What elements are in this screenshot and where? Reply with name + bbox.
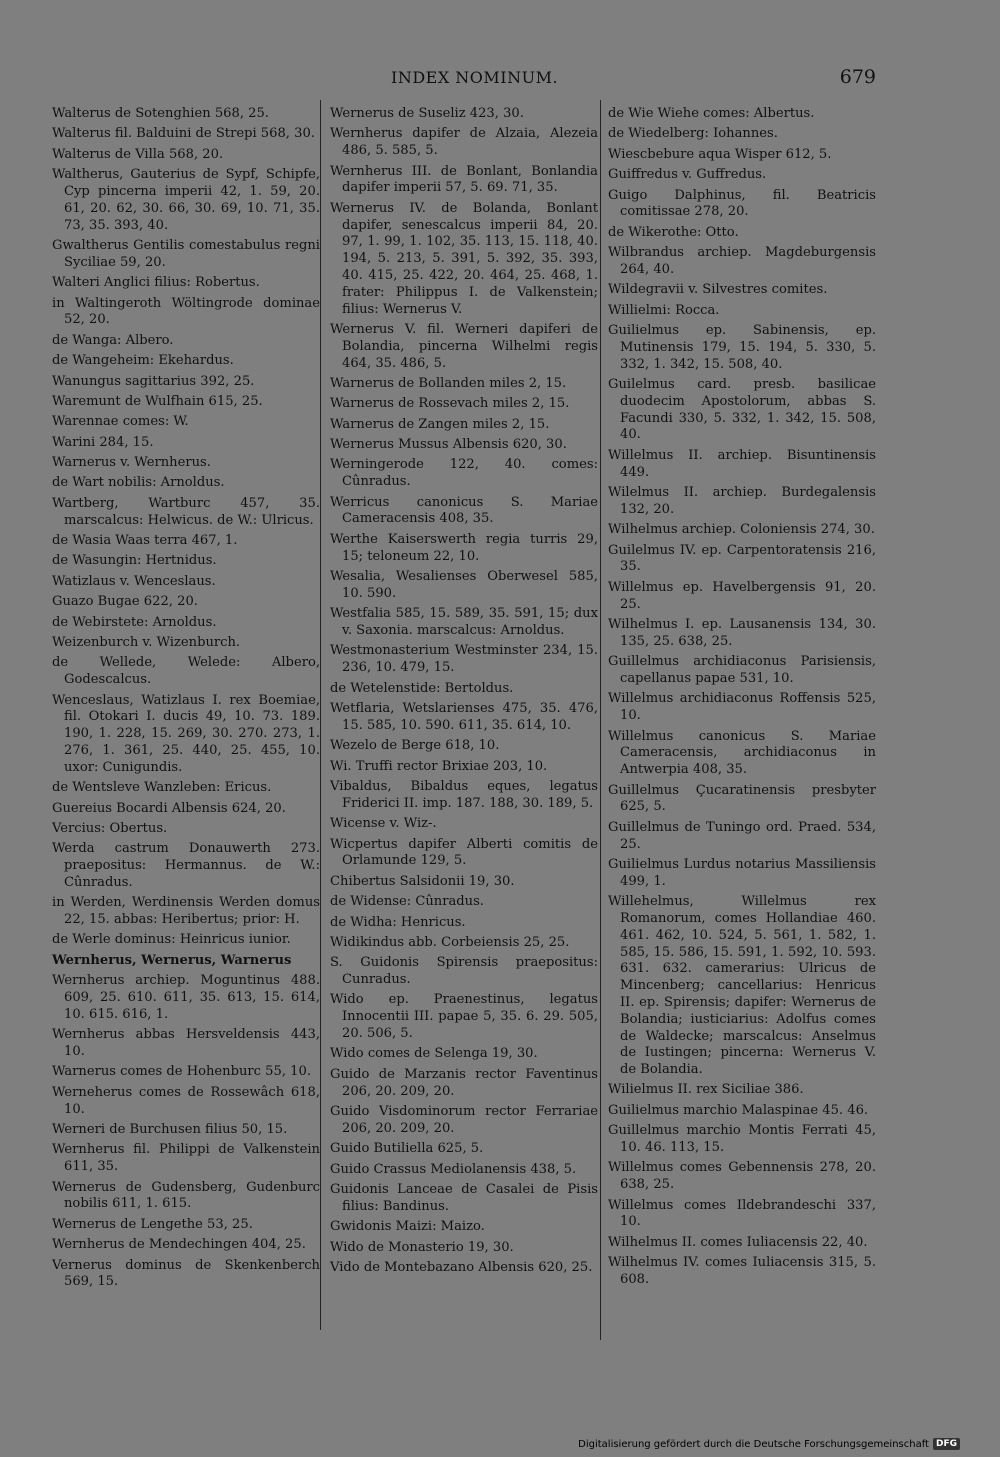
index-entry: de Wiedelberg: Iohannes. [608, 126, 778, 142]
index-entry: Wilbrandus archiep. Magdeburgensis 264, 40. [608, 245, 876, 277]
index-entry: Willelmus II. archiep. Bisuntinensis 449. [608, 447, 876, 480]
index-entry: Gwaltherus Gentilis comestabulus regni Syciliae 59, 20. [52, 237, 320, 270]
index-entry: de Wangeheim: Ekehardus. [52, 353, 234, 369]
index-entry: Willelmus ep. Havelbergensis 91, 20. 25. [608, 579, 876, 612]
index-entry: Watizlaus v. Wenceslaus. [52, 573, 216, 589]
index-entry: Weizenburch v. Wizenburch. [52, 634, 241, 650]
index-entry: Wenceslaus, Watizlaus I. rex Boemiae, fil. Otokari I. ducis 49, 10. 73. 189. 190, 1. 228, 15. 269, 30. 270. 273, 1. 276, 1. 361, 25. 440, 25. 455, 10. uxor: Cunigundis. [52, 692, 320, 775]
index-entry: Waltherus, Gauterius de Sypf, Schipfe, Cyp pincerna imperii 42, 1. 59, 20. 61, 20. 62, 30. 66, 30. 69, 10. 71, 35. 73, 35. 393, 40. [52, 167, 320, 233]
index-entry: Westfalia 585, 15. 589, 35. 591, 15; dux v. Saxonia. marscalcus: Arnoldus. [330, 606, 598, 639]
index-entry: Walteri Anglici filius: Robertus. [52, 275, 260, 291]
index-entry: Wetflaria, Wetslarienses 475, 35. 476, 15. 585, 10. 590. 611, 35. 614, 10. [330, 701, 598, 733]
index-entry: Wernerus de Lengethe 53, 25. [52, 1216, 253, 1232]
page-title: INDEX NOMINUM. [391, 68, 559, 87]
index-entry: Guidonis Lanceae de Casalei de Pisis filius: Bandinus. [330, 1182, 598, 1214]
column-divider [600, 100, 601, 1340]
index-entry: Guillelmus Çucaratinensis presbyter 625, 5. [608, 782, 876, 815]
index-entry: de Wetelenstide: Bertoldus. [330, 680, 514, 696]
index-entry: Wernerus de Suseliz 423, 30. [330, 106, 524, 121]
footer-text: Digitalisierung gefördert durch die Deutsche Forschungsgemeinschaft [578, 1438, 929, 1450]
index-entry: Wernherus dapifer de Alzaia, Alezeia 486, 5. 585, 5. [330, 126, 598, 159]
index-entry: Waremunt de Wulfhain 615, 25. [52, 393, 263, 409]
index-entry: Guillelmus de Tuningo ord. Praed. 534, 25. [608, 819, 876, 852]
index-entry: Wernherus abbas Hersveldensis 443, 10. [52, 1027, 320, 1060]
index-entry: de Wellede, Welede: Albero, Godescalcus. [52, 655, 320, 688]
page-number: 679 [839, 66, 876, 88]
index-entry: Wido ep. Praenestinus, legatus Innocentii III. papae 5, 35. 6. 29. 505, 20. 506, 5. [330, 992, 598, 1042]
index-entry: Willelmus comes Gebennensis 278, 20. 638, 25. [608, 1160, 876, 1193]
index-entry: Vibaldus, Bibaldus eques, legatus Friderici II. imp. 187. 188, 30. 189, 5. [330, 778, 598, 811]
index-entry: Walterus de Sotenghien 568, 25. [52, 106, 269, 121]
index-entry: Wicense v. Wiz-. [330, 816, 437, 832]
index-entry: Wernerus Mussus Albensis 620, 30. [330, 437, 567, 453]
index-entry: Wilelmus II. archiep. Burdegalensis 132, 20. [608, 485, 876, 517]
dfg-logo: DFG [933, 1438, 960, 1450]
index-entry: Gwidonis Maizi: Maizo. [330, 1219, 485, 1235]
index-entry: Wido de Monasterio 19, 30. [330, 1239, 514, 1255]
index-entry: Warnerus de Zangen miles 2, 15. [330, 416, 550, 432]
index-entry: Guido Visdominorum rector Ferrariae 206, 20. 209, 20. [330, 1104, 598, 1136]
index-entry: de Wasungin: Hertnidus. [52, 553, 217, 569]
index-entry: Guilelmus IV. ep. Carpentoratensis 216, 35. [608, 542, 876, 575]
index-entry: Guilielmus Lurdus notarius Massiliensis 499, 1. [608, 856, 876, 889]
index-entry: Guazo Bugae 622, 20. [52, 594, 198, 610]
index-entry: Werningerode 122, 40. comes: Cûnradus. [330, 457, 598, 490]
index-entry: Wilhelmus IV. comes Iuliacensis 315, 5. 608. [608, 1255, 876, 1288]
index-entry: Willelmus comes Ildebrandeschi 337, 10. [608, 1197, 876, 1230]
index-entry: Warnerus de Rossevach miles 2, 15. [330, 396, 570, 412]
index-entry: Wartberg, Wartburc 457, 35. marscalcus: Helwicus. de W.: Ulricus. [52, 495, 320, 528]
index-entry: Werda castrum Donauwerth 273. praepositus: Hermannus. de W.: Cûnradus. [52, 841, 320, 890]
index-entry: Wicpertus dapifer Alberti comitis de Orlamunde 129, 5. [330, 836, 598, 869]
index-entry: Walterus fil. Balduini de Strepi 568, 30. [52, 126, 315, 142]
index-entry: Warnerus comes de Hohenburc 55, 10. [52, 1064, 311, 1080]
index-entry: Chibertus Salsidonii 19, 30. [330, 873, 515, 889]
index-entry: de Webirstete: Arnoldus. [52, 614, 217, 630]
index-entry: Wezelo de Berge 618, 10. [330, 738, 500, 754]
index-entry: de Werle dominus: Heinricus iunior. [52, 932, 291, 948]
index-column-1 [52, 106, 320, 1295]
index-entry: de Wart nobilis: Arnoldus. [52, 475, 225, 491]
index-entry: Wilhelmus II. comes Iuliacensis 22, 40. [608, 1234, 868, 1250]
index-entry: Wilhelmus archiep. Coloniensis 274, 30. [608, 522, 875, 538]
index-entry: Warnerus de Bollanden miles 2, 15. [330, 375, 567, 391]
index-entry: de Wentsleve Wanzleben: Ericus. [52, 780, 272, 796]
index-entry: Wernerus IV. de Bolanda, Bonlant dapifer, senescalcus imperii 84, 20. 97, 1. 99, 1. 102, 35. 113, 15. 118, 40. 194, 5. 213, 5. 391, 5. 392, 35. 393, 40. 415, 25. 422, 20. 464, 25. 468, 1. frater: Philippus I. de Valkenstein; filius: Wernerus V. [330, 200, 598, 317]
index-entry: Wildegravii v. Silvestres comites. [608, 282, 828, 298]
index-entry: in Werden, Werdinensis Werden domus 22, 15. abbas: Heribertus; prior: H. [52, 895, 320, 928]
index-entry: Werneherus comes de Rossewâch 618, 10. [52, 1084, 320, 1117]
index-entry: de Wie Wiehe comes: Albertus. [608, 106, 815, 121]
index-entry: Wanungus sagittarius 392, 25. [52, 373, 255, 389]
index-entry: Willehelmus, Willelmus rex Romanorum, comes Hollandiae 460. 461. 462, 10. 524, 5. 561, 1. 582, 1. 585, 15. 586, 15. 591, 1. 592, 10. 593. 631. 632. camerarius: Ulricus de Mincenberg; cancellarius: Henricus II. ep. Spirensis; dapifer: Wernerus de Bolandia; iusticiarius: Adolfus comes de Waldecke; marscalcus: Anselmus de Iustingen; pincerna: Wernerus V. de Bolandia. [608, 894, 876, 1078]
index-entry: Wernherus, Wernerus, Warnerus [52, 952, 292, 968]
index-entry: de Widha: Henricus. [330, 914, 466, 930]
index-entry: Wernerus V. fil. Werneri dapiferi de Bolandia, pincerna Wilhelmi regis 464, 35. 486, 5. [330, 321, 598, 371]
index-entry: Wiescbebure aqua Wisper 612, 5. [608, 146, 832, 162]
index-entry: Guiffredus v. Guffredus. [608, 167, 767, 183]
index-entry: Vido de Montebazano Albensis 620, 25. [330, 1259, 593, 1275]
index-column-3 [608, 106, 876, 1292]
index-entry: Westmonasterium Westminster 234, 15. 236, 10. 479, 15. [330, 643, 598, 676]
index-entry: Guido Crassus Mediolanensis 438, 5. [330, 1161, 577, 1177]
index-entry: Wi. Truffi rector Brixiae 203, 10. [330, 758, 548, 774]
index-entry: Willelmus canonicus S. Mariae Cameracensis, archidiaconus in Antwerpia 408, 35. [608, 728, 876, 778]
page-header [0, 66, 1000, 96]
index-entry: Guido Butiliella 625, 5. [330, 1141, 484, 1157]
index-entry: Vercius: Obertus. [52, 820, 168, 836]
index-entry: Wernherus III. de Bonlant, Bonlandia dapifer imperii 57, 5. 69. 71, 35. [330, 163, 598, 196]
index-entry: Guereius Bocardi Albensis 624, 20. [52, 800, 286, 816]
index-entry: Wilhelmus I. ep. Lausanensis 134, 30. 135, 25. 638, 25. [608, 617, 876, 649]
index-entry: S. Guidonis Spirensis praepositus: Cunradus. [330, 955, 598, 988]
index-entry: Walterus de Villa 568, 20. [52, 146, 224, 162]
index-entry: Warnerus v. Wernherus. [52, 455, 211, 471]
index-entry: Guilelmus card. presb. basilicae duodecim Apostolorum, abbas S. Facundi 330, 5. 332, 1. 342, 15. 508, 40. [608, 377, 876, 443]
index-entry: Guigo Dalphinus, fil. Beatricis comitissae 278, 20. [608, 187, 876, 220]
page-footer [578, 1436, 960, 1452]
index-entry: Wernerus de Gudensberg, Gudenburc nobilis 611, 1. 615. [52, 1179, 320, 1212]
index-entry: Wesalia, Wesalienses Oberwesel 585, 10. 590. [330, 569, 598, 601]
index-entry: Guillelmus archidiaconus Parisiensis, capellanus papae 531, 10. [608, 654, 876, 686]
index-entry: Guilielmus marchio Malaspinae 45. 46. [608, 1102, 869, 1118]
column-divider [320, 100, 321, 1330]
index-entry: Wilielmus II. rex Siciliae 386. [608, 1082, 804, 1098]
index-entry: Guido de Marzanis rector Faventinus 206, 20. 209, 20. [330, 1066, 598, 1099]
index-entry: Wernherus fil. Philippi de Valkenstein 611, 35. [52, 1142, 320, 1175]
index-entry: Willielmi: Rocca. [608, 302, 720, 318]
index-entry: Werneri de Burchusen filius 50, 15. [52, 1122, 288, 1138]
index-entry: Warini 284, 15. [52, 434, 154, 450]
index-entry: Wernherus archiep. Moguntinus 488. 609, 25. 610. 611, 35. 613, 15. 614, 10. 615. 616, 1. [52, 973, 320, 1022]
index-entry: Wido comes de Selenga 19, 30. [330, 1046, 538, 1062]
index-entry: Guillelmus marchio Montis Ferrati 45, 10. 46. 113, 15. [608, 1123, 876, 1156]
index-entry: Widikindus abb. Corbeiensis 25, 25. [330, 934, 570, 950]
index-entry: de Wikerothe: Otto. [608, 224, 739, 240]
index-entry: in Waltingeroth Wöltingrode dominae 52, 20. [52, 295, 320, 328]
index-entry: Guilielmus ep. Sabinensis, ep. Mutinensis 179, 15. 194, 5. 330, 5. 332, 1. 342, 15. 508, 40. [608, 323, 876, 372]
index-entry: Vernerus dominus de Skenkenberch 569, 15. [52, 1257, 320, 1290]
index-entry: Werthe Kaiserswerth regia turris 29, 15; teloneum 22, 10. [330, 531, 598, 564]
index-entry: de Wasia Waas terra 467, 1. [52, 533, 238, 549]
index-entry: Wernherus de Mendechingen 404, 25. [52, 1237, 306, 1253]
index-column-2 [330, 106, 598, 1280]
index-entry: de Widense: Cûnradus. [330, 894, 484, 910]
index-entry: Werricus canonicus S. Mariae Cameracensis 408, 35. [330, 494, 598, 527]
index-entry: Willelmus archidiaconus Roffensis 525, 10. [608, 691, 876, 724]
index-entry: de Wanga: Albero. [52, 332, 174, 348]
index-entry: Warennae comes: W. [52, 414, 189, 430]
